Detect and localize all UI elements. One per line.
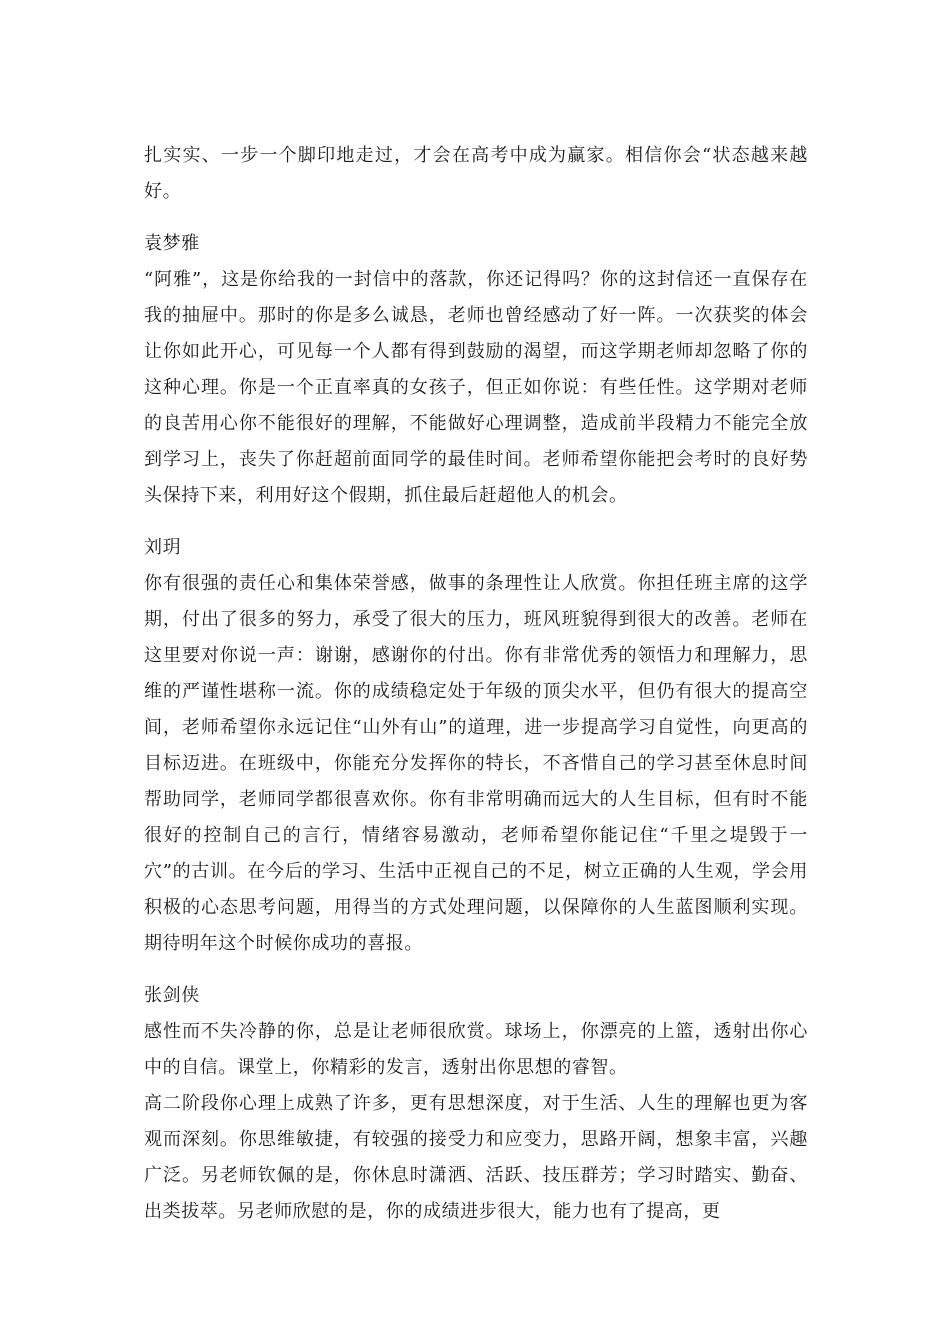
- student-name-liu: 刘玥: [144, 537, 182, 558]
- intro-paragraph: 扎实实、一步一个脚印地走过，才会在高考中成为赢家。相信你会“状态越来越好。: [144, 145, 808, 202]
- comment-paragraph-zhang-2: 高二阶段你心理上成熟了许多，更有思想深度，对于生活、人生的理解也更为客观而深刻。你思维敏捷，有较强的接受力和应变力，思路开阔，想象丰富，兴趣广泛。另老师钦佩的是，你休息时潇洒、活跃、技压群芳；学习时踏实、勤奋、出类拔萃。另老师欣慰的是，你的成绩进步很大，能力也有了提高，更: [144, 1093, 808, 1222]
- student-name-zhang: 张剑侠: [144, 985, 200, 1006]
- document-page: [144, 138, 808, 1230]
- section-gap: [144, 210, 808, 226]
- section-gap: [144, 514, 808, 530]
- section-gap: [144, 962, 808, 978]
- comment-paragraph-yuan: “阿雅”，这是你给我的一封信中的落款，你还记得吗？你的这封信还一直保存在我的抽屉中。那时的你是多么诚恳，老师也曾经感动了好一阵。一次获奖的体会让你如此开心，可见每一个人都有得到鼓励的渴望，而这学期老师却忽略了你的这种心理。你是一个正直率真的女孩子，但正如你说：有些任性。这学期对老师的良苦用心你不能很好的理解，不能做好心理调整，造成前半段精力不能完全放到学习上，丧失了你赶超前面同学的最佳时间。老师希望你能把会考时的良好势头保持下来，利用好这个假期，抓住最后赶超他人的机会。: [144, 269, 808, 506]
- comment-paragraph-zhang-1: 感性而不失冷静的你，总是让老师很欣赏。球场上，你漂亮的上篮，透射出你心中的自信。课堂上，你精彩的发言，透射出你思想的睿智。: [144, 1021, 808, 1078]
- student-name-yuan: 袁梦雅: [144, 233, 200, 254]
- comment-paragraph-liu: 你有很强的责任心和集体荣誉感，做事的条理性让人欣赏。你担任班主席的这学期，付出了很多的努力，承受了很大的压力，班风班貌得到很大的改善。老师在这里要对你说一声：谢谢，感谢你的付出。你有非常优秀的领悟力和理解力，思维的严谨性堪称一流。你的成绩稳定处于年级的顶尖水平，但仍有很大的提高空间，老师希望你永远记住“山外有山”的道理，进一步提高学习自觉性，向更高的目标迈进。在班级中，你能充分发挥你的特长，不吝惜自己的学习甚至休息时间帮助同学，老师同学都很喜欢你。你有非常明确而远大的人生目标，但有时不能很好的控制自己的言行，情绪容易激动，老师希望你能记住“千里之堤毁于一穴”的古训。在今后的学习、生活中正视自己的不足，树立正确的人生观，学会用积极的心态思考问题，用得当的方式处理问题，以保障你的人生蓝图顺利实现。期待明年这个时候你成功的喜报。: [144, 573, 808, 954]
